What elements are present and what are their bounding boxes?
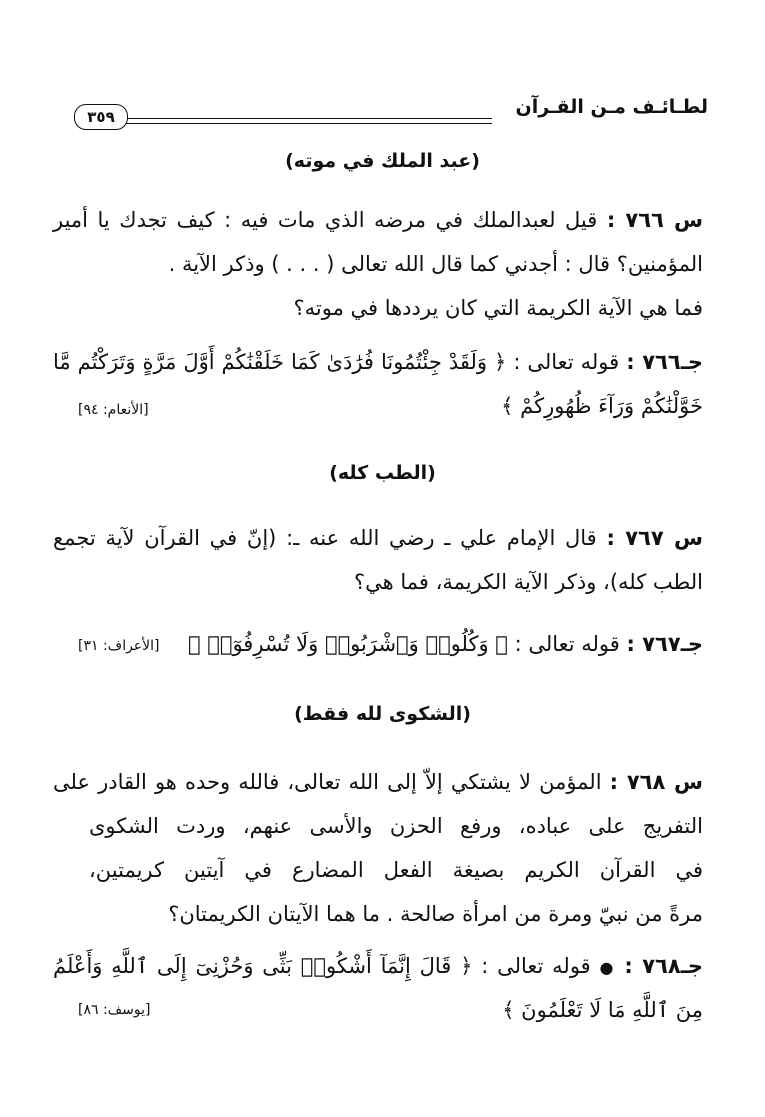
question-label: س ٧٦٧ : xyxy=(606,526,703,550)
question-line: فما هي الآية الكريمة التي كان يرددها في موته؟ xyxy=(293,296,703,320)
answer-line xyxy=(501,394,703,418)
question-line: س ٧٦٧ : قال الإمام علي ـ رضي الله عنه ـ: (إنّ في القرآن لآية تجمع xyxy=(53,526,703,550)
verse-text: ﴿ وَكُلُوا۟ وَٱشْرَبُوا۟ وَلَا تُسْرِفُوٓا۟ ﴾ xyxy=(187,632,508,656)
bullet-icon: ● xyxy=(599,958,616,977)
answer-intro: قوله تعالى : xyxy=(514,632,620,656)
running-title: لطـائـف مـن القـرآن xyxy=(515,96,708,118)
answer-label: جـ٧٦٧ : xyxy=(626,632,703,656)
answer-line xyxy=(502,998,703,1022)
verse-citation: [الأنعام: ٩٤] xyxy=(78,402,149,418)
question-label: س ٧٦٦ : xyxy=(606,208,703,232)
verse-citation: [يوسف: ٨٦] xyxy=(78,1002,151,1018)
question-line: س ٧٦٦ : قيل لعبدالملك في مرضه الذي مات فيه : كيف تجدك يا أمير xyxy=(53,208,703,232)
question-label: س ٧٦٨ : xyxy=(609,770,703,794)
question-line: الطب كله)، وذكر الآية الكريمة، فما هي؟ xyxy=(353,570,703,594)
question-line: س ٧٦٨ : المؤمن لا يشتكي إلاّ إلى الله تعالى، فالله وحده هو القادر على xyxy=(53,770,703,794)
answer-line xyxy=(53,954,703,978)
running-header xyxy=(70,96,710,130)
answer-line xyxy=(188,632,703,656)
verse-citation: [الأعراف: ٣١] xyxy=(78,638,160,654)
answer-label: جـ٧٦٦ : xyxy=(626,350,703,374)
answer-line xyxy=(53,350,703,374)
verse-text: خَوَّلْنَٰكُمْ وَرَآءَ ظُهُورِكُمْ ﴾ xyxy=(501,394,703,418)
question-line: التفريج على عباده، ورفع الحزن والأسى عنهم، وردت الشكوى xyxy=(89,814,703,838)
section-title-3: (الشكوى لله فقط) xyxy=(294,703,471,725)
answer-intro: قوله تعالى : xyxy=(481,954,591,978)
verse-text: مِنَ ٱللَّهِ مَا لَا تَعْلَمُونَ ﴾ xyxy=(502,998,703,1022)
verse-text: ﴿ قَالَ إِنَّمَآ أَشْكُوا۟ بَثِّى وَحُزْنِىٓ إِلَى ٱللَّهِ وَأَعْلَمُ xyxy=(53,954,473,978)
header-rule xyxy=(126,118,492,124)
answer-label: جـ٧٦٨ : xyxy=(624,954,703,978)
answer-intro: قوله تعالى : xyxy=(513,350,620,374)
question-line: المؤمنين؟ قال : أجدني كما قال الله تعالى ( . . . ) وذكر الآية . xyxy=(168,252,703,276)
section-title-2: (الطب كله) xyxy=(329,462,436,484)
page-number: ٣٥٩ xyxy=(74,104,128,130)
question-line: في القرآن الكريم بصيغة الفعل المضارع في آيتين كريمتين، xyxy=(89,858,703,882)
section-title-1: (عبد الملك في موته) xyxy=(285,150,480,172)
verse-text: ﴿ وَلَقَدْ جِئْتُمُونَا فُرَٰدَىٰ كَمَا خَلَقْنَٰكُمْ أَوَّلَ مَرَّةٍ وَتَرَكْتُم مَّا xyxy=(53,350,507,374)
question-line: مرةً من نبيّ ومرة من امرأة صالحة . ما هما الآيتان الكريمتان؟ xyxy=(168,902,703,926)
